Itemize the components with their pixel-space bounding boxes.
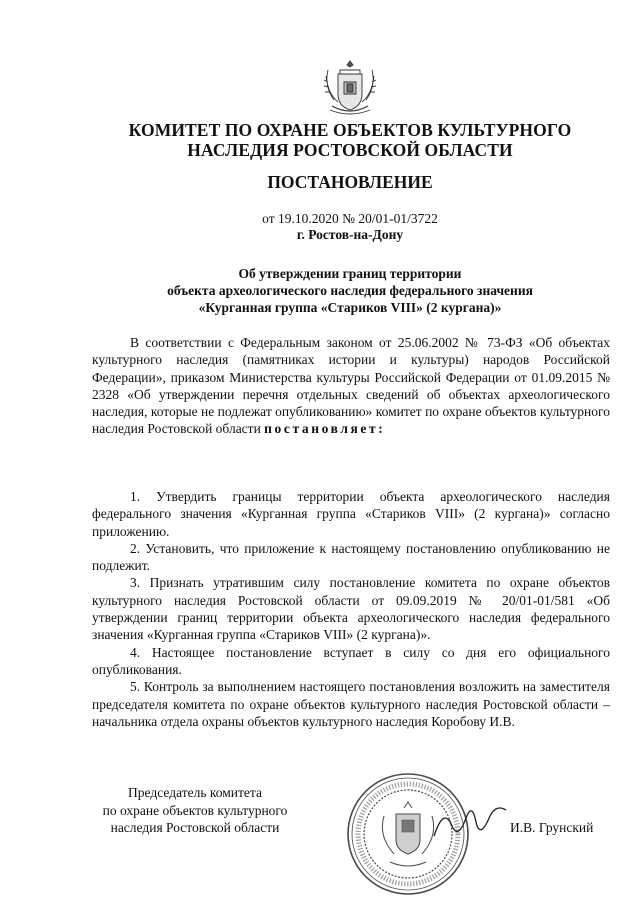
signatory-title-line: Председатель комитета: [128, 785, 262, 800]
document-date-number: от 19.10.2020 № 20/01-01/3722: [262, 211, 438, 226]
signatory-name: И.В. Грунский: [510, 820, 594, 835]
resolution-item: 1. Утвердить границы территории объекта археологического наследия федерального значения «Курганная группа «Стариков VIII» (2 кургана)» согласно приложению.: [92, 489, 610, 539]
organization-title: [60, 120, 640, 160]
subject-line: «Курганная группа «Стариков VIII» (2 кургана)»: [198, 300, 502, 315]
org-title-line: НАСЛЕДИЯ РОСТОВСКОЙ ОБЛАСТИ: [187, 140, 513, 160]
preamble-text: В соответствии с Федеральным законом от 25.06.2002 № 73-ФЗ «Об объектах культурного наследия (памятниках истории и культуры) народов Российской Федерации», приказом Министерства культуры Российской Федерации от 01.09.2015 № 2328 «Об утверждении перечня отдельных сведений об объектах археологического наследия, которые не подлежат опубликованию» комитет по охране объектов культурного наследия Ростовской области: [92, 335, 610, 437]
signatory-title-line: наследия Ростовской области: [110, 820, 280, 835]
resolution-items: [92, 488, 610, 730]
preamble-paragraph: [92, 334, 610, 438]
resolution-item: 5. Контроль за выполнением настоящего постановления возложить на заместителя председателя комитета по охране объектов культурного наследия Ростовской области – начальника отдела охраны объектов культурного наследия Коробову И.В.: [92, 679, 610, 729]
subject-line: Об утверждении границ территории: [238, 266, 462, 281]
document-subject: [60, 265, 640, 316]
resolution-item: 2. Установить, что приложение к настоящему постановлению опубликованию не подлежит.: [92, 540, 610, 574]
coat-of-arms-icon: [318, 58, 382, 118]
resolution-item: 3. Признать утратившим силу постановление комитета по охране объектов культурного наследия Ростовской области от 09.09.2019 № 20/01-01/581 «Об утверждении границ территории объекта археологического наследия федерального значения «Курганная группа «Стариков VIII» (2 кургана)».: [92, 575, 610, 643]
subject-line: объекта археологического наследия федерального значения: [167, 283, 533, 298]
signatory-title-line: по охране объектов культурного: [102, 802, 288, 818]
resolves-word: постановляет:: [264, 421, 386, 437]
signatory-title: [80, 784, 310, 837]
document-city: г. Ростов-на-Дону: [296, 227, 404, 242]
org-title-line: КОМИТЕТ ПО ОХРАНЕ ОБЪЕКТОВ КУЛЬТУРНОГО: [128, 120, 572, 140]
document-type: ПОСТАНОВЛЕНИЕ: [267, 172, 433, 192]
signature-icon: [430, 796, 510, 852]
resolution-item: 4. Настоящее постановление вступает в силу со дня его официального опубликования.: [92, 644, 610, 677]
